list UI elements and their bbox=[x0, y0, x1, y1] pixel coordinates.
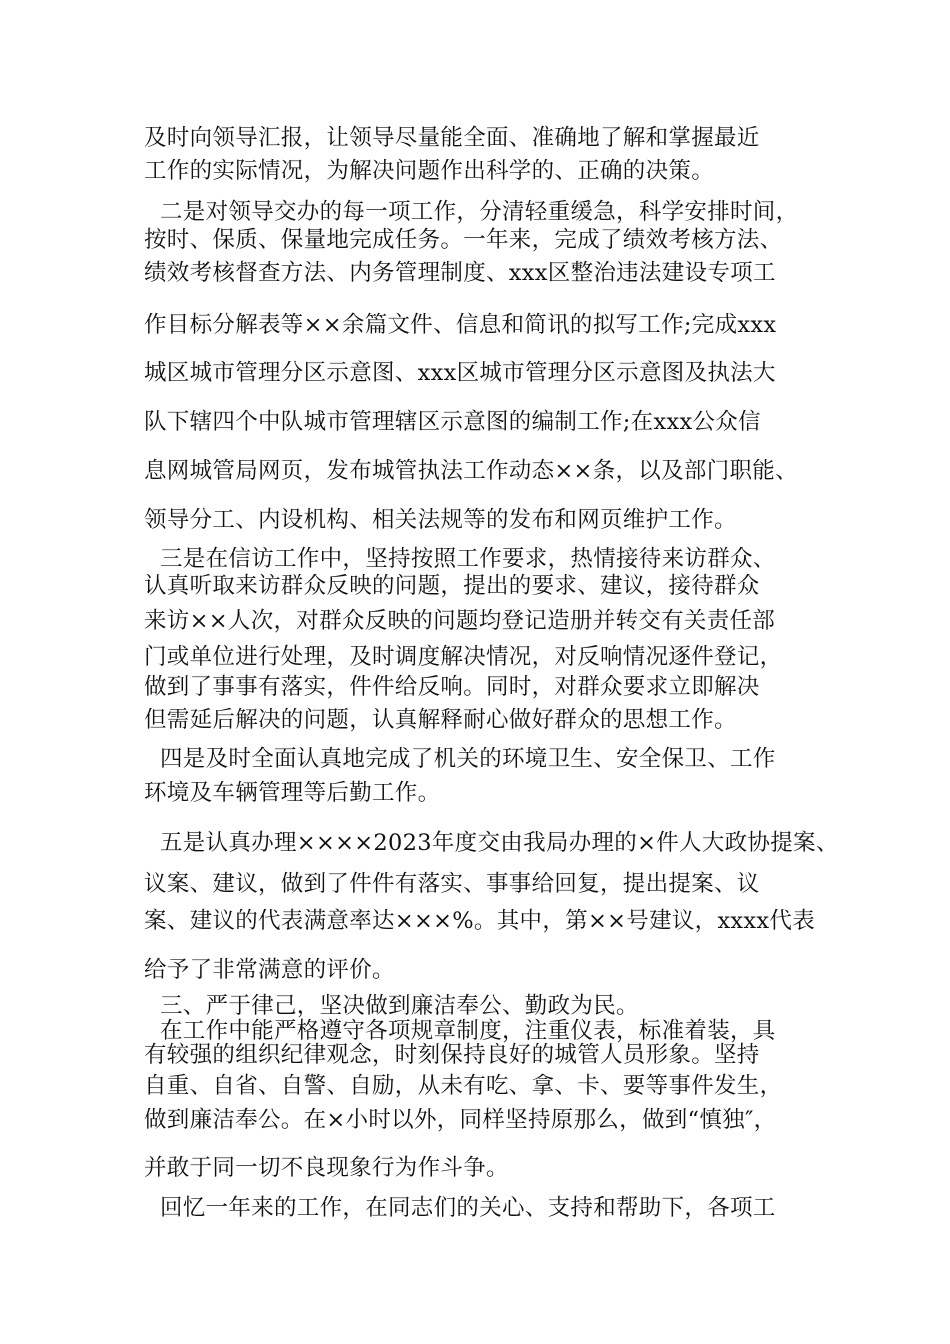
text-line: 城区城市管理分区示意图、xxx区城市管理分区示意图及执法大 bbox=[144, 360, 776, 386]
text-line: 三是在信访工作中，坚持按照工作要求，热情接待来访群众、 bbox=[160, 546, 776, 572]
text-line: 但需延后解决的问题，认真解释耐心做好群众的思想工作。 bbox=[144, 707, 737, 733]
text-line: 回忆一年来的工作，在同志们的关心、支持和帮助下，各项工 bbox=[160, 1195, 776, 1221]
text-line: 认真听取来访群众反映的问题，提出的要求、建议，接待群众 bbox=[144, 573, 760, 599]
text-line: 息网城管局网页，发布城管执法工作动态××条，以及部门职能、 bbox=[144, 458, 798, 484]
text-line: 二是对领导交办的每一项工作，分清轻重缓急，科学安排时间， bbox=[160, 199, 799, 225]
text-line: 五是认真办理××××2023年度交由我局办理的×件人大政协提案、 bbox=[160, 830, 839, 856]
text-line: 领导分工、内设机构、相关法规等的发布和网页维护工作。 bbox=[144, 507, 737, 533]
text-line: 工作的实际情况，为解决问题作出科学的、正确的决策。 bbox=[144, 158, 715, 184]
text-line: 及时向领导汇报，让领导尽量能全面、准确地了解和掌握最近 bbox=[144, 125, 760, 151]
text-line: 并敢于同一切不良现象行为作斗争。 bbox=[144, 1155, 509, 1181]
text-line: 有较强的组织纪律观念，时刻保持良好的城管人员形象。坚持 bbox=[144, 1042, 760, 1068]
text-line: 做到了事事有落实，件件给反响。同时，对群众要求立即解决 bbox=[144, 674, 760, 700]
text-line: 绩效考核督查方法、内务管理制度、xxx区整治违法建设专项工 bbox=[144, 260, 776, 286]
text-line: 在工作中能严格遵守各项规章制度，注重仪表，标准着装，具 bbox=[160, 1018, 776, 1044]
text-line: 作目标分解表等××余篇文件、信息和简讯的拟写工作;完成xxx bbox=[144, 312, 777, 338]
text-line: 队下辖四个中队城市管理辖区示意图的编制工作;在xxx公众信 bbox=[144, 409, 761, 435]
text-line: 四是及时全面认真地完成了机关的环境卫生、安全保卫、工作 bbox=[160, 746, 776, 772]
text-line: 案、建议的代表满意率达×××%。其中，第××号建议，xxxx代表 bbox=[144, 908, 815, 934]
text-line: 按时、保质、保量地完成任务。一年来，完成了绩效考核方法、 bbox=[144, 227, 783, 253]
text-line: 来访××人次，对群众反映的问题均登记造册并转交有关责任部 bbox=[144, 608, 776, 634]
section-heading: 三、严于律己，坚决做到廉洁奉公、勤政为民。 bbox=[160, 993, 639, 1019]
text-line: 自重、自省、自警、自励，从未有吃、拿、卡、要等事件发生， bbox=[144, 1073, 783, 1099]
text-line: 议案、建议，做到了件件有落实、事事给回复，提出提案、议 bbox=[144, 871, 760, 897]
text-line: 给予了非常满意的评价。 bbox=[144, 957, 395, 983]
text-line: 环境及车辆管理等后勤工作。 bbox=[144, 780, 441, 806]
text-line: 门或单位进行处理，及时调度解决情况，对反响情况逐件登记， bbox=[144, 644, 783, 670]
text-line: 做到廉洁奉公。在×小时以外，同样坚持原那么，做到“慎独″， bbox=[144, 1107, 777, 1133]
